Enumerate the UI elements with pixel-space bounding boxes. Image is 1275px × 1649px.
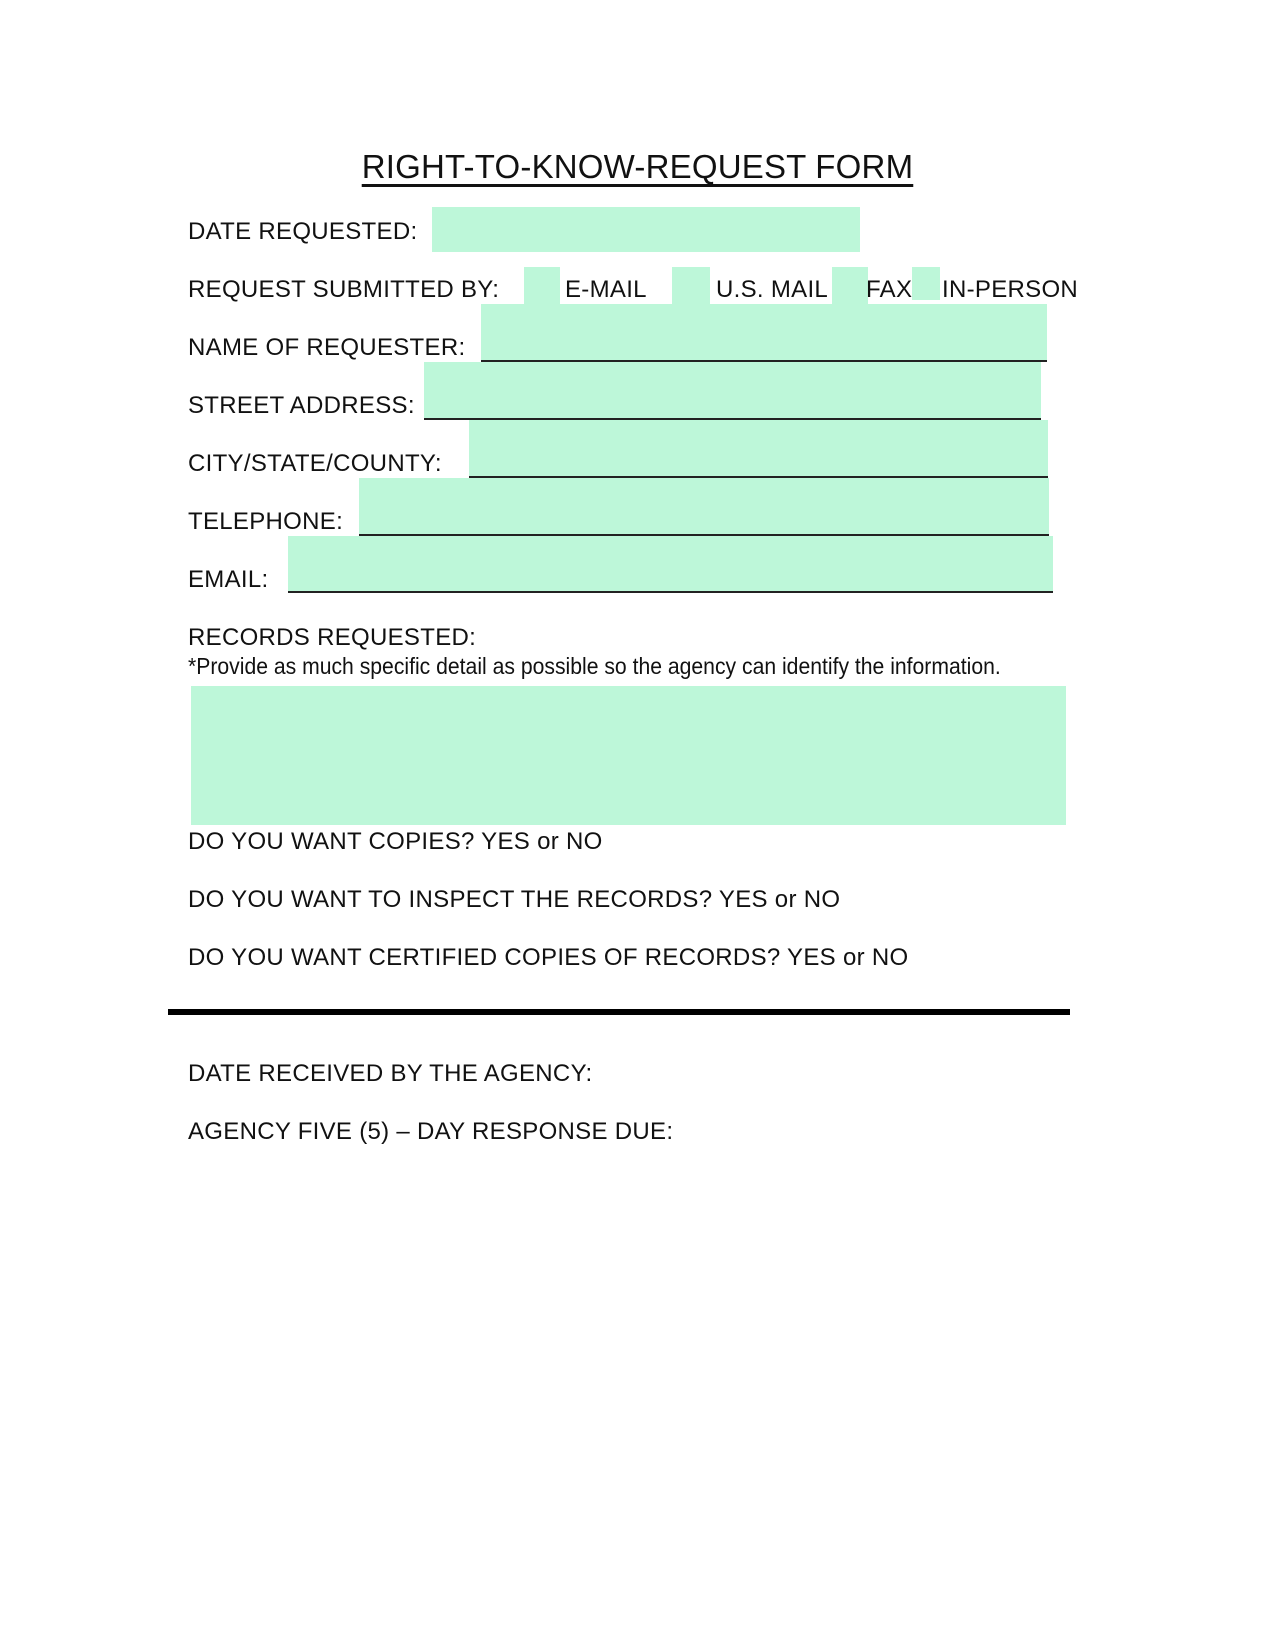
response-due-label: AGENCY FIVE (5) – DAY RESPONSE DUE: [188,1118,674,1145]
date-requested-label: DATE REQUESTED: [188,218,418,245]
section-divider [168,1009,1070,1015]
date-received-label: DATE RECEIVED BY THE AGENCY: [188,1060,593,1087]
us-mail-option-label: U.S. MAIL [716,276,829,303]
in-person-option-checkbox[interactable] [912,267,940,300]
street-address-label: STREET ADDRESS: [188,392,415,419]
email-option-label: E-MAIL [565,276,647,303]
telephone-label: TELEPHONE: [188,508,344,535]
records-requested-note: *Provide as much specific detail as possible so the agency can identify the information. [188,653,1001,679]
name-field[interactable] [481,304,1047,362]
email-option-checkbox[interactable] [524,267,560,304]
fax-option-checkbox[interactable] [832,267,868,304]
date-requested-field[interactable] [432,207,860,252]
telephone-field[interactable] [359,478,1049,536]
street-address-field[interactable] [424,362,1041,420]
submitted-by-label: REQUEST SUBMITTED BY: [188,276,500,303]
us-mail-option-checkbox[interactable] [672,267,710,304]
records-requested-label: RECORDS REQUESTED: [188,624,477,651]
email-field[interactable] [288,536,1053,593]
certified-copies-question: DO YOU WANT CERTIFIED COPIES OF RECORDS? YES or NO [188,944,909,971]
city-state-county-label: CITY/STATE/COUNTY: [188,450,442,477]
email-label: EMAIL: [188,566,269,593]
form-title: RIGHT-TO-KNOW-REQUEST FORM [361,148,914,185]
fax-option-label: FAX [866,276,913,303]
records-requested-field[interactable] [191,686,1066,825]
copies-question: DO YOU WANT COPIES? YES or NO [188,828,603,855]
inspect-question: DO YOU WANT TO INSPECT THE RECORDS? YES or NO [188,886,841,913]
name-label: NAME OF REQUESTER: [188,334,466,361]
city-state-county-field[interactable] [469,420,1048,478]
in-person-option-label: IN-PERSON [942,276,1079,303]
